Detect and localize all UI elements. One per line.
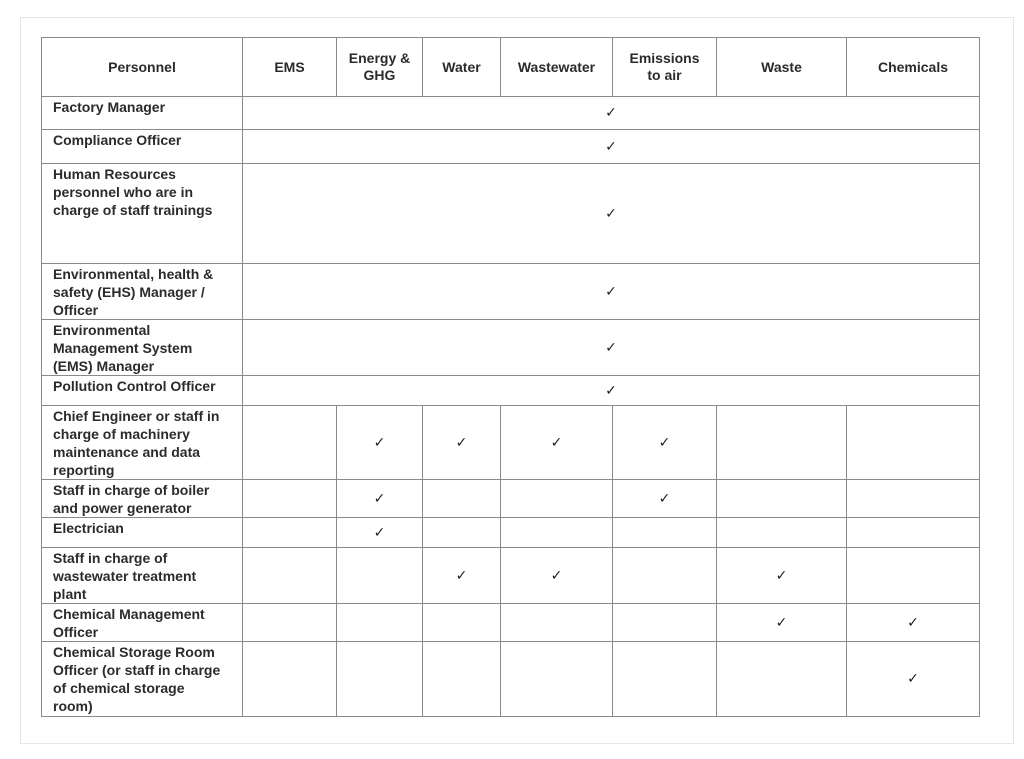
cell-emissions-to-air: [613, 480, 717, 518]
responsibility-matrix-table: [41, 37, 980, 717]
table-row: [42, 518, 980, 548]
table-row: [42, 406, 980, 480]
cell-emissions-to-air: [613, 642, 717, 717]
cell-chemicals: [847, 642, 980, 717]
personnel-label: Environmental, health & safety (EHS) Manager / Officer: [42, 264, 243, 320]
cell-chemicals: [847, 604, 980, 642]
check-icon: ✓: [658, 490, 671, 507]
cell-waste: [717, 480, 847, 518]
cell-energy-ghg: [337, 518, 423, 548]
column-header-waste: Waste: [717, 38, 847, 97]
table-row: [42, 548, 980, 604]
cell-energy-ghg: [337, 604, 423, 642]
personnel-label: Chemical Management Officer: [42, 604, 243, 642]
personnel-label: Staff in charge of boiler and power generator: [42, 480, 243, 518]
check-icon: ✓: [455, 567, 468, 584]
header-row: [42, 38, 980, 97]
personnel-label: Chemical Storage Room Officer (or staff in charge of chemical storage room): [42, 642, 243, 717]
cell-water: [423, 604, 501, 642]
cell-water: [423, 642, 501, 717]
column-header-personnel: Personnel: [42, 38, 243, 97]
column-header-ems: EMS: [243, 38, 337, 97]
all-areas-check-cell: [243, 376, 980, 406]
check-icon: ✓: [658, 434, 671, 451]
cell-wastewater: [501, 642, 613, 717]
cell-waste: [717, 548, 847, 604]
cell-emissions-to-air: [613, 406, 717, 480]
all-areas-check-cell: [243, 130, 980, 164]
table-row: [42, 604, 980, 642]
check-icon: ✓: [605, 138, 617, 155]
check-icon: ✓: [605, 339, 617, 356]
check-icon: ✓: [550, 567, 563, 584]
cell-chemicals: [847, 480, 980, 518]
table-row: [42, 376, 980, 406]
cell-ems: [243, 604, 337, 642]
cell-wastewater: [501, 604, 613, 642]
check-icon: ✓: [775, 567, 788, 584]
cell-wastewater: [501, 518, 613, 548]
cell-ems: [243, 548, 337, 604]
all-areas-check-cell: [243, 320, 980, 376]
cell-ems: [243, 480, 337, 518]
table-row: [42, 642, 980, 717]
cell-wastewater: [501, 480, 613, 518]
check-icon: ✓: [605, 382, 617, 399]
personnel-label: Human Resources personnel who are in charge of staff trainings: [42, 164, 243, 264]
cell-waste: [717, 406, 847, 480]
cell-water: [423, 406, 501, 480]
personnel-label: Environmental Management System (EMS) Manager: [42, 320, 243, 376]
personnel-label: Electrician: [42, 518, 243, 548]
cell-ems: [243, 642, 337, 717]
cell-chemicals: [847, 518, 980, 548]
table-row: [42, 130, 980, 164]
cell-energy-ghg: [337, 406, 423, 480]
cell-emissions-to-air: [613, 548, 717, 604]
check-icon: ✓: [373, 490, 386, 507]
cell-emissions-to-air: [613, 604, 717, 642]
cell-energy-ghg: [337, 642, 423, 717]
table-row: [42, 264, 980, 320]
cell-ems: [243, 406, 337, 480]
personnel-label: Chief Engineer or staff in charge of machinery maintenance and data reporting: [42, 406, 243, 480]
cell-chemicals: [847, 548, 980, 604]
all-areas-check-cell: [243, 164, 980, 264]
check-icon: ✓: [373, 434, 386, 451]
table-row: [42, 480, 980, 518]
column-header-chemicals: Chemicals: [847, 38, 980, 97]
check-icon: ✓: [907, 614, 919, 631]
cell-waste: [717, 604, 847, 642]
column-header-water: Water: [423, 38, 501, 97]
cell-wastewater: [501, 548, 613, 604]
cell-energy-ghg: [337, 480, 423, 518]
check-icon: ✓: [605, 105, 617, 121]
check-icon: ✓: [455, 434, 468, 451]
cell-water: [423, 518, 501, 548]
check-icon: ✓: [907, 671, 919, 687]
column-header-emissions-to-air: Emissions to air: [613, 38, 717, 97]
cell-water: [423, 548, 501, 604]
cell-chemicals: [847, 406, 980, 480]
check-icon: ✓: [605, 283, 617, 300]
personnel-label: Factory Manager: [42, 97, 243, 130]
personnel-label: Staff in charge of wastewater treatment plant: [42, 548, 243, 604]
check-icon: ✓: [373, 524, 386, 541]
column-header-wastewater: Wastewater: [501, 38, 613, 97]
personnel-label: Compliance Officer: [42, 130, 243, 164]
table-row: [42, 97, 980, 130]
check-icon: ✓: [775, 614, 788, 631]
check-icon: ✓: [550, 434, 563, 451]
all-areas-check-cell: [243, 97, 980, 130]
cell-energy-ghg: [337, 548, 423, 604]
table-row: [42, 320, 980, 376]
personnel-label: Pollution Control Officer: [42, 376, 243, 406]
cell-waste: [717, 642, 847, 717]
cell-waste: [717, 518, 847, 548]
check-icon: ✓: [605, 205, 617, 222]
cell-wastewater: [501, 406, 613, 480]
column-header-energy-ghg: Energy & GHG: [337, 38, 423, 97]
table-row: [42, 164, 980, 264]
cell-ems: [243, 518, 337, 548]
cell-water: [423, 480, 501, 518]
all-areas-check-cell: [243, 264, 980, 320]
cell-emissions-to-air: [613, 518, 717, 548]
